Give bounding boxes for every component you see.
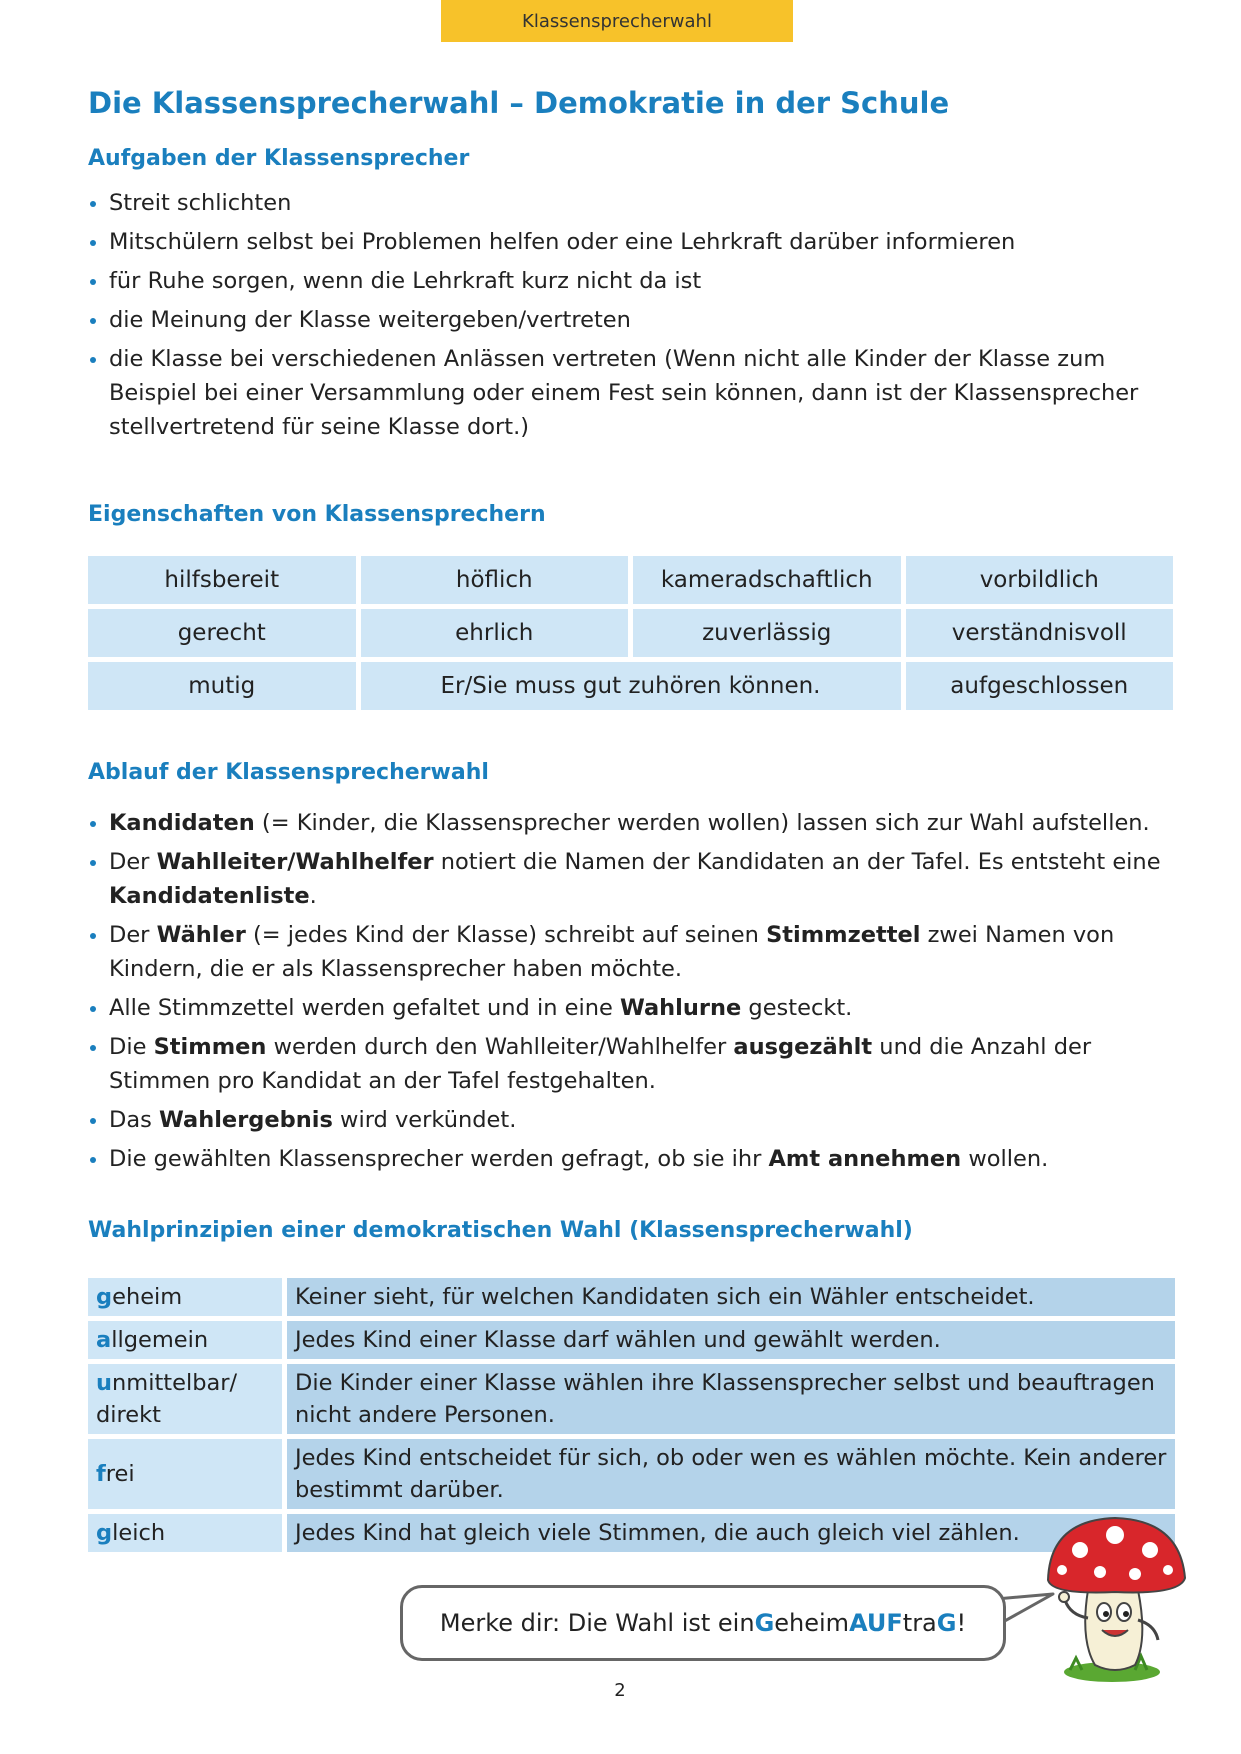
list-item: für Ruhe sorgen, wenn die Lehrkraft kurz nicht da ist xyxy=(88,264,1178,298)
table-row xyxy=(88,1514,1175,1552)
table-row xyxy=(88,1321,1175,1359)
procedure-list xyxy=(88,806,1178,1181)
trait-cell: ehrlich xyxy=(361,609,629,657)
principle-initial: g xyxy=(96,1284,113,1310)
principle-description: Jedes Kind hat gleich viele Stimmen, die auch gleich viel zählen. xyxy=(282,1514,1175,1552)
merke-accent: AUF xyxy=(849,1609,903,1637)
principles-heading: Wahlprinzipien einer demokratischen Wahl (Klassensprecherwahl) xyxy=(88,1218,913,1243)
principle-rest: rei xyxy=(105,1461,135,1487)
principle-term xyxy=(88,1439,282,1509)
text-run: Der xyxy=(109,849,157,875)
principle-term xyxy=(88,1364,282,1434)
bold-term: Kandidatenliste xyxy=(109,883,310,909)
bold-term: Wahlurne xyxy=(619,995,742,1021)
trait-cell: vorbildlich xyxy=(906,556,1174,604)
text-run: gesteckt. xyxy=(741,995,853,1021)
merke-text: eheim xyxy=(774,1609,850,1637)
principle-term xyxy=(88,1321,282,1359)
bold-term: ausgezählt xyxy=(733,1034,873,1060)
text-run: und die Anzahl der Stimmen pro Kandidat an der Tafel festgehalten. xyxy=(109,1034,1092,1094)
bold-term: Stimmzettel xyxy=(766,922,921,948)
table-row xyxy=(88,1278,1175,1316)
merke-accent: G xyxy=(754,1609,775,1637)
list-item: die Meinung der Klasse weitergeben/vertreten xyxy=(88,303,1178,337)
text-run: Das xyxy=(109,1107,159,1133)
text-run: werden durch den Wahlleiter/Wahlhelfer xyxy=(266,1034,734,1060)
text-run: notiert die Namen der Kandidaten an der Tafel. Es entsteht eine xyxy=(433,849,1161,875)
bold-term: Kandidaten xyxy=(109,810,255,836)
principle-rest: leich xyxy=(112,1520,166,1546)
tasks-list xyxy=(88,186,1178,449)
table-row xyxy=(88,1439,1175,1509)
bold-term: Wahlergebnis xyxy=(159,1107,333,1133)
text-run: Alle Stimmzettel werden gefaltet und in eine xyxy=(109,995,620,1021)
list-item xyxy=(88,1030,1178,1098)
text-run: Die xyxy=(109,1034,154,1060)
principle-rest: nmittelbar/ direkt xyxy=(96,1370,238,1428)
traits-heading: Eigenschaften von Klassensprechern xyxy=(88,502,546,527)
trait-cell: hilfsbereit xyxy=(88,556,356,604)
list-item xyxy=(88,845,1178,913)
merke-suffix: ! xyxy=(956,1609,967,1637)
list-item: Streit schlichten xyxy=(88,186,1178,220)
text-run: wollen. xyxy=(961,1146,1049,1172)
merke-prefix: Merke dir: Die Wahl ist ein xyxy=(439,1609,755,1637)
principle-description: Jedes Kind einer Klasse darf wählen und gewählt werden. xyxy=(282,1321,1175,1359)
principle-term xyxy=(88,1514,282,1552)
trait-cell: aufgeschlossen xyxy=(906,662,1174,710)
trait-cell: gerecht xyxy=(88,609,356,657)
list-item xyxy=(88,991,1178,1025)
principles-table xyxy=(88,1273,1175,1557)
principle-initial: u xyxy=(96,1370,113,1396)
principle-initial: g xyxy=(96,1520,113,1546)
trait-cell: höflich xyxy=(361,556,629,604)
page-number: 2 xyxy=(614,1680,626,1701)
principle-description: Keiner sieht, für welchen Kandidaten sich ein Wähler entscheidet. xyxy=(282,1278,1175,1316)
principle-description: Jedes Kind entscheidet für sich, ob oder wen es wählen möchte. Kein anderer bestimmt darüber. xyxy=(282,1439,1175,1509)
text-run: (= Kinder, die Klassensprecher werden wollen) lassen sich zur Wahl aufstellen. xyxy=(254,810,1150,836)
list-item xyxy=(88,918,1178,986)
bold-term: Wähler xyxy=(156,922,246,948)
principle-rest: eheim xyxy=(112,1284,183,1310)
text-run: Der xyxy=(109,922,157,948)
list-item xyxy=(88,1103,1178,1137)
merke-accent: G xyxy=(936,1609,957,1637)
trait-cell: verständnisvoll xyxy=(906,609,1174,657)
bold-term: Amt annehmen xyxy=(768,1146,962,1172)
procedure-heading: Ablauf der Klassensprecherwahl xyxy=(88,760,489,785)
text-run: zwei Namen von Kindern, die er als Klassensprecher haben möchte. xyxy=(109,922,1115,982)
page-title: Die Klassensprecherwahl – Demokratie in der Schule xyxy=(88,86,950,120)
text-run: wird verkündet. xyxy=(332,1107,517,1133)
list-item xyxy=(88,1142,1178,1176)
list-item: die Klasse bei verschiedenen Anlässen vertreten (Wenn nicht alle Kinder der Klasse zum Beispiel bei einer Versammlung oder einem Fest sein können, dann ist der Klassensprecher stellvertretend für seine Klasse dort.) xyxy=(88,342,1178,444)
trait-cell: Er/Sie muss gut zuhören können. xyxy=(361,662,901,710)
merke-bubble xyxy=(400,1585,1006,1661)
table-row xyxy=(88,1364,1175,1434)
principle-rest: llgemein xyxy=(111,1327,209,1353)
merke-text: tra xyxy=(902,1609,937,1637)
text-run: Die gewählten Klassensprecher werden gefragt, ob sie ihr xyxy=(109,1146,769,1172)
principle-term xyxy=(88,1278,282,1316)
mushroom-mascot-icon xyxy=(1040,1500,1190,1690)
tasks-heading: Aufgaben der Klassensprecher xyxy=(88,146,470,171)
trait-cell: mutig xyxy=(88,662,356,710)
bold-term: Stimmen xyxy=(153,1034,267,1060)
traits-grid xyxy=(88,556,1173,710)
text-run: . xyxy=(309,883,317,909)
list-item xyxy=(88,806,1178,840)
trait-cell: kameradschaftlich xyxy=(633,556,901,604)
principle-initial: f xyxy=(96,1461,106,1487)
list-item: Mitschülern selbst bei Problemen helfen oder eine Lehrkraft darüber informieren xyxy=(88,225,1178,259)
trait-cell: zuverlässig xyxy=(633,609,901,657)
text-run: (= jedes Kind der Klasse) schreibt auf seinen xyxy=(245,922,767,948)
bold-term: Wahlleiter/Wahlhelfer xyxy=(156,849,434,875)
header-tab: Klassensprecherwahl xyxy=(441,0,793,42)
principle-initial: a xyxy=(96,1327,112,1353)
principle-description: Die Kinder einer Klasse wählen ihre Klassensprecher selbst und beauftragen nicht andere Personen. xyxy=(282,1364,1175,1434)
